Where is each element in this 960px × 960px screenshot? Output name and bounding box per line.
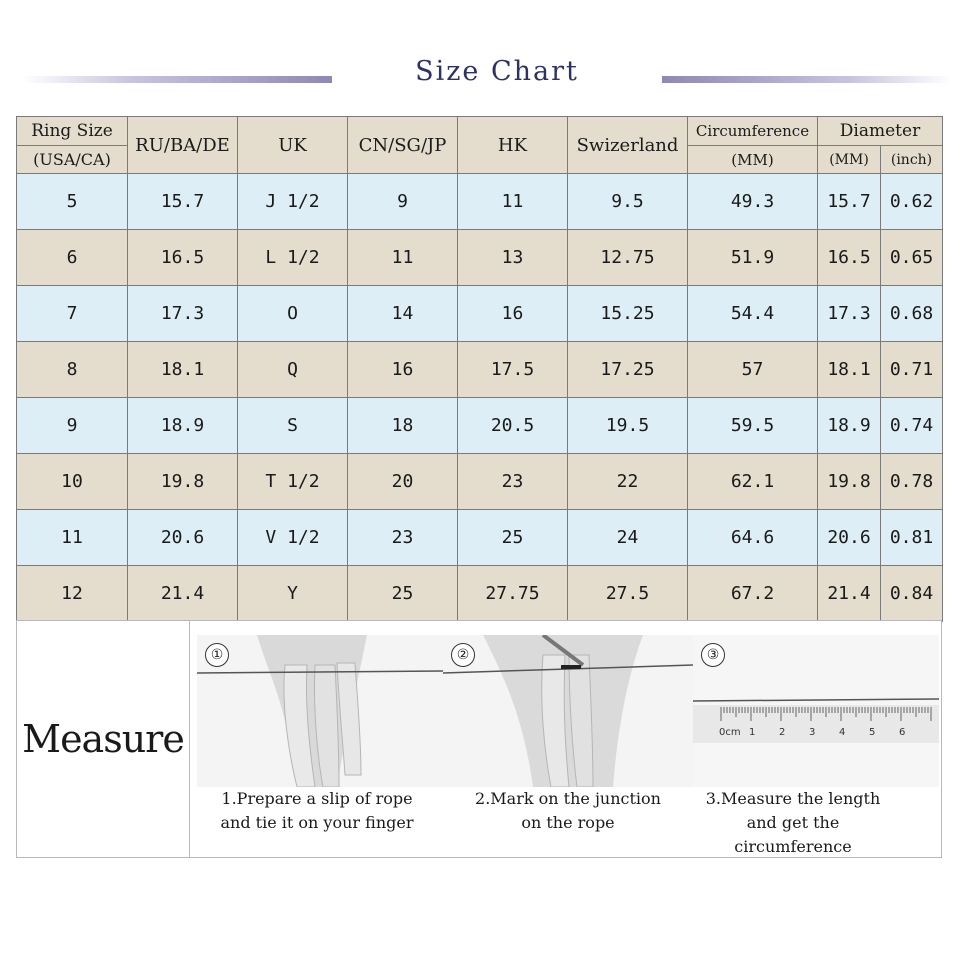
step-1-number: ①: [205, 643, 229, 667]
cell-ru: 20.6: [128, 510, 238, 566]
cell-diameter-mm: 21.4: [818, 566, 881, 622]
cell-swiss: 27.5: [568, 566, 688, 622]
step-3-number: ③: [701, 643, 725, 667]
cell-swiss: 12.75: [568, 230, 688, 286]
step-2-photo: [443, 635, 693, 787]
cell-diameter-inch: 0.68: [881, 286, 943, 342]
measure-label: Measure: [17, 621, 190, 857]
cell-diameter-mm: 18.1: [818, 342, 881, 398]
table-row: [17, 566, 943, 622]
cell-circumference: 64.6: [688, 510, 818, 566]
cell-hk: 16: [458, 286, 568, 342]
cell-hk: 20.5: [458, 398, 568, 454]
title-rule-right: [662, 76, 952, 83]
cell-uk: T 1/2: [238, 454, 348, 510]
step-1-photo: [197, 635, 443, 787]
table-row: [17, 286, 943, 342]
header-diameter-inch: (inch): [881, 146, 943, 174]
cell-diameter-inch: 0.74: [881, 398, 943, 454]
cell-ru: 16.5: [128, 230, 238, 286]
cell-cn: 25: [348, 566, 458, 622]
step-2-number: ②: [451, 643, 475, 667]
cell-uk: O: [238, 286, 348, 342]
header-diameter: Diameter: [818, 117, 943, 146]
cell-hk: 17.5: [458, 342, 568, 398]
cell-diameter-mm: 19.8: [818, 454, 881, 510]
size-rows: [17, 174, 943, 622]
cell-uk: Q: [238, 342, 348, 398]
header-swiss: Swizerland: [568, 117, 688, 174]
measure-step-3: [693, 621, 939, 857]
cell-diameter-mm: 20.6: [818, 510, 881, 566]
cell-swiss: 9.5: [568, 174, 688, 230]
cell-diameter-mm: 16.5: [818, 230, 881, 286]
cell-uk: S: [238, 398, 348, 454]
ruler-label: 5: [869, 727, 876, 738]
header-cn: CN/SG/JP: [348, 117, 458, 174]
cell-circumference: 51.9: [688, 230, 818, 286]
cell-ru: 18.1: [128, 342, 238, 398]
cell-cn: 23: [348, 510, 458, 566]
measure-step-1: [197, 621, 443, 857]
cell-swiss: 15.25: [568, 286, 688, 342]
cell-diameter-mm: 17.3: [818, 286, 881, 342]
cell-ru: 15.7: [128, 174, 238, 230]
page-title: Size Chart: [415, 56, 579, 87]
cell-ring-size: 9: [17, 398, 128, 454]
cell-cn: 18: [348, 398, 458, 454]
cell-circumference: 62.1: [688, 454, 818, 510]
cell-ru: 17.3: [128, 286, 238, 342]
title-area: [0, 52, 960, 100]
header-circumference: Circumference: [688, 117, 818, 146]
cell-swiss: 17.25: [568, 342, 688, 398]
cell-ring-size: 10: [17, 454, 128, 510]
cell-circumference: 49.3: [688, 174, 818, 230]
cell-uk: L 1/2: [238, 230, 348, 286]
table-row: [17, 398, 943, 454]
cell-ru: 19.8: [128, 454, 238, 510]
cell-circumference: 67.2: [688, 566, 818, 622]
step-3-caption: 3.Measure the length and get the circumference: [705, 789, 881, 856]
cell-uk: V 1/2: [238, 510, 348, 566]
cell-cn: 11: [348, 230, 458, 286]
table-row: [17, 510, 943, 566]
cell-ring-size: 7: [17, 286, 128, 342]
cell-diameter-mm: 15.7: [818, 174, 881, 230]
cell-swiss: 22: [568, 454, 688, 510]
size-chart-table: [16, 116, 943, 622]
cell-ring-size: 5: [17, 174, 128, 230]
cell-circumference: 57: [688, 342, 818, 398]
cell-diameter-inch: 0.81: [881, 510, 943, 566]
cell-ring-size: 12: [17, 566, 128, 622]
table-row: [17, 342, 943, 398]
cell-diameter-inch: 0.78: [881, 454, 943, 510]
header-uk: UK: [238, 117, 348, 174]
cell-ru: 21.4: [128, 566, 238, 622]
cell-hk: 27.75: [458, 566, 568, 622]
cell-hk: 23: [458, 454, 568, 510]
table-row: [17, 174, 943, 230]
title-rule-left: [22, 76, 332, 83]
cell-hk: 13: [458, 230, 568, 286]
cell-cn: 9: [348, 174, 458, 230]
cell-ring-size: 11: [17, 510, 128, 566]
cell-cn: 16: [348, 342, 458, 398]
table-row: [17, 230, 943, 286]
cell-swiss: 19.5: [568, 398, 688, 454]
cell-diameter-inch: 0.65: [881, 230, 943, 286]
header-diameter-mm: (MM): [818, 146, 881, 174]
cell-uk: Y: [238, 566, 348, 622]
cell-cn: 20: [348, 454, 458, 510]
ruler-label: 2: [779, 727, 786, 738]
header-ru: RU/BA/DE: [128, 117, 238, 174]
cell-ring-size: 8: [17, 342, 128, 398]
ruler-label: 1: [749, 727, 756, 738]
measure-section: [16, 620, 942, 858]
ruler-label: 4: [839, 727, 846, 738]
table-row: [17, 454, 943, 510]
cell-diameter-inch: 0.62: [881, 174, 943, 230]
ruler-label: 3: [809, 727, 816, 738]
step-3-photo: [693, 635, 939, 787]
cell-diameter-inch: 0.84: [881, 566, 943, 622]
cell-circumference: 54.4: [688, 286, 818, 342]
cell-ring-size: 6: [17, 230, 128, 286]
cell-swiss: 24: [568, 510, 688, 566]
cell-diameter-mm: 18.9: [818, 398, 881, 454]
header-hk: HK: [458, 117, 568, 174]
cell-hk: 11: [458, 174, 568, 230]
cell-uk: J 1/2: [238, 174, 348, 230]
cell-diameter-inch: 0.71: [881, 342, 943, 398]
ruler-label: 0cm: [719, 727, 741, 738]
measure-step-2: [443, 621, 693, 857]
step-2-caption: 2.Mark on the junction on the rope: [475, 789, 661, 832]
cell-ru: 18.9: [128, 398, 238, 454]
cell-hk: 25: [458, 510, 568, 566]
step-1-caption: 1.Prepare a slip of rope and tie it on your finger: [220, 789, 414, 832]
cell-circumference: 59.5: [688, 398, 818, 454]
cell-cn: 14: [348, 286, 458, 342]
header-circumference-unit: (MM): [688, 146, 818, 174]
ruler-label: 6: [899, 727, 906, 738]
header-ring-size: Ring Size: [17, 117, 128, 146]
header-ring-size-sub: (USA/CA): [17, 146, 128, 174]
